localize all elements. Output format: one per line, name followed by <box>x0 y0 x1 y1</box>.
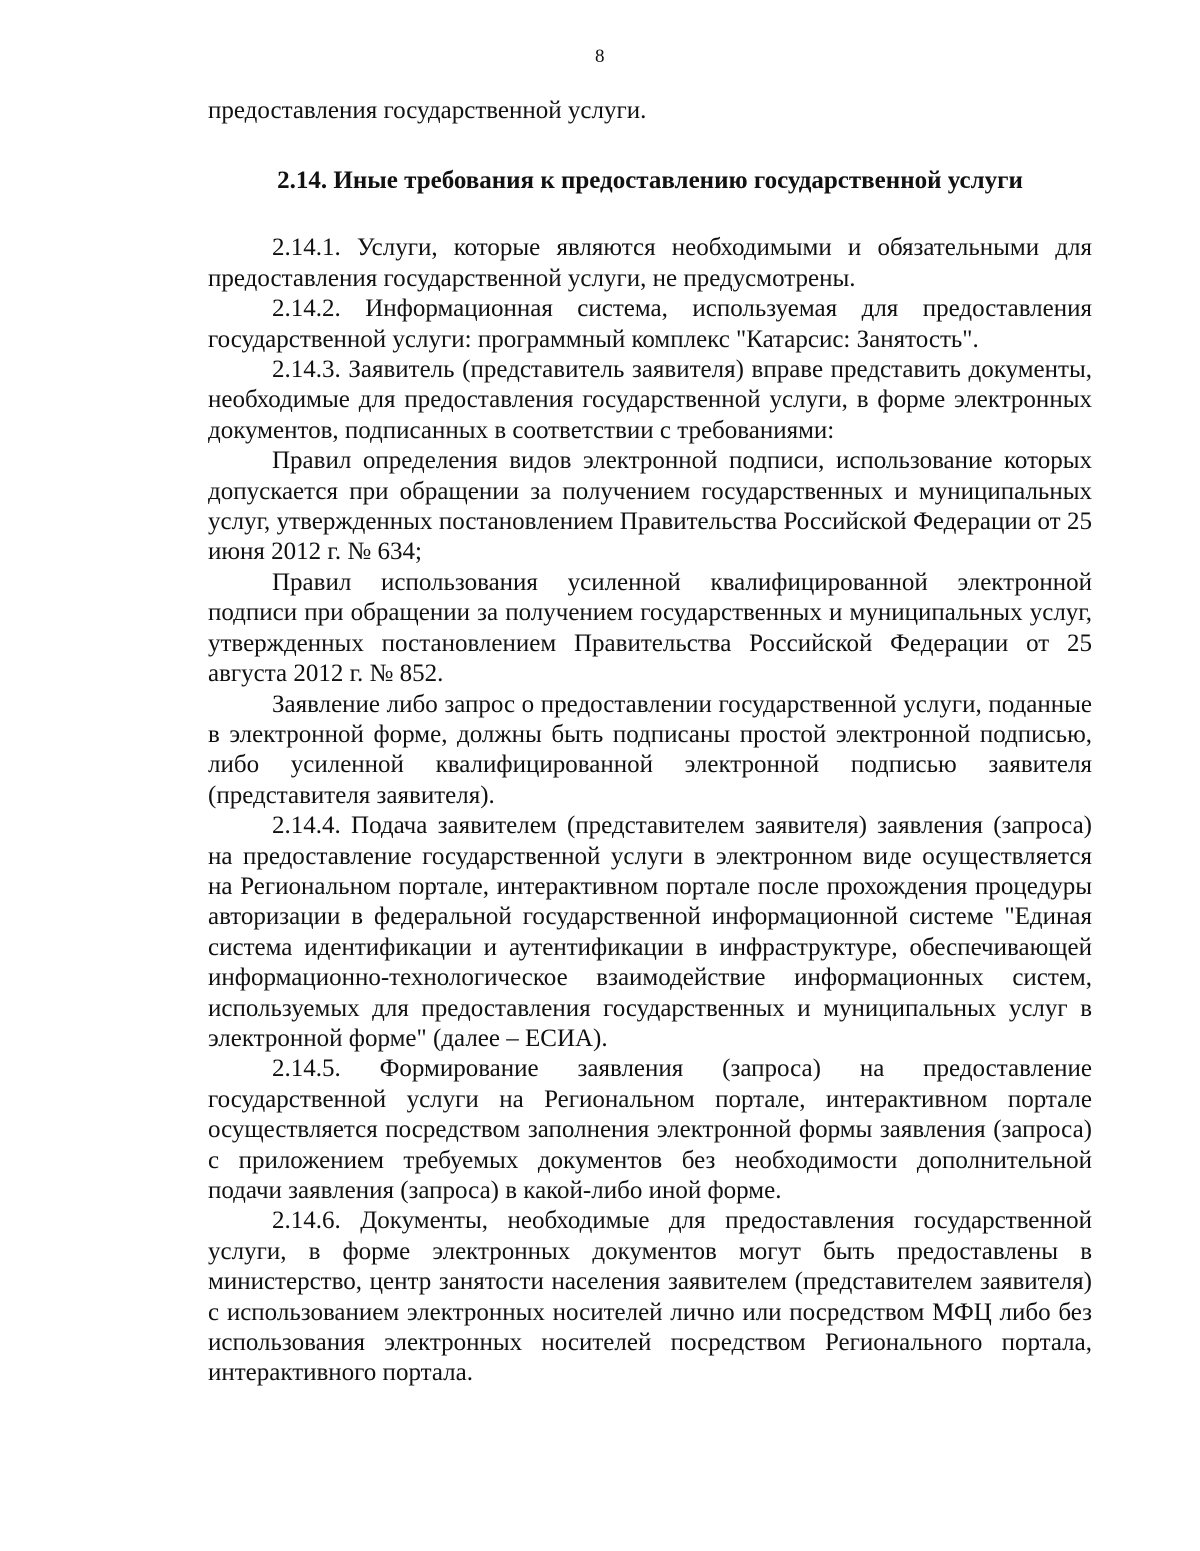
paragraph-2-14-3: 2.14.3. Заявитель (представитель заявителя) вправе представить документы, необходимые для предоставления государственной услуги, в форме электронных документов, подписанных в соответствии с требованиями: <box>208 356 1092 444</box>
paragraph-rules-qualified-signature: Правил использования усиленной квалифицированной электронной подписи при обращении за получением государственных и муниципальных услуг, утвержденных постановлением Правительства Российской Федерации от 25 августа 2012 г. № 852. <box>208 568 1092 688</box>
paragraph-application-signature: Заявление либо запрос о предоставлении государственной услуги, поданные в электронной форме, должны быть подписаны простой электронной подписью, либо усиленной квалифицированной электронной подписью заявителя (представителя заявителя). <box>208 690 1092 809</box>
carryover-text: предоставления государственной услуги. <box>208 97 647 124</box>
paragraph-2-14-4: 2.14.4. Подача заявителем (представителем заявителя) заявления (запроса) на предоставление государственной услуги в электронном виде осуществляется на Региональном портале, интерактивном портале после прохождения процедуры авторизации в федеральной государственной информационной системе "Единая система идентификации и аутентификации в инфраструктуре, обеспечивающей информационно-технологическое взаимодействие информационных систем, используемых для предоставления государственных и муниципальных услуг в электронной форме" (далее – ЕСИА). <box>208 812 1092 1052</box>
paragraph-2-14-5: 2.14.5. Формирование заявления (запроса) на предоставление государственной услуги на Региональном портале, интерактивном портале осуществляется посредством заполнения электронной формы заявления (запроса) с приложением требуемых документов без необходимости дополнительной подачи заявления (запроса) в какой-либо иной форме. <box>208 1055 1092 1204</box>
paragraph-2-14-2: 2.14.2. Информационная система, используемая для предоставления государственной услуги: программный комплекс "Катарсис: Занятость". <box>208 295 1092 353</box>
section-heading: 2.14. Иные требования к предоставлению государственной услуги <box>277 167 1023 195</box>
page-number: 8 <box>595 46 605 67</box>
paragraph-2-14-6: 2.14.6. Документы, необходимые для предоставления государственной услуги, в форме электронных документов могут быть предоставлены в министерство, центр занятости населения заявителем (представителем заявителя) с использованием электронных носителей лично или посредством МФЦ либо без использования электронных носителей посредством Регионального портала, интерактивного портала. <box>208 1207 1092 1387</box>
paragraph-2-14-1: 2.14.1. Услуги, которые являются необходимыми и обязательными для предоставления государственной услуги, не предусмотрены. <box>208 234 1092 292</box>
document-body <box>208 96 1092 1389</box>
paragraph-rules-signature-types: Правил определения видов электронной подписи, использование которых допускается при обращении за получением государственных и муниципальных услуг, утвержденных постановлением Правительства Российской Федерации от 25 июня 2012 г. № 634; <box>208 447 1092 566</box>
